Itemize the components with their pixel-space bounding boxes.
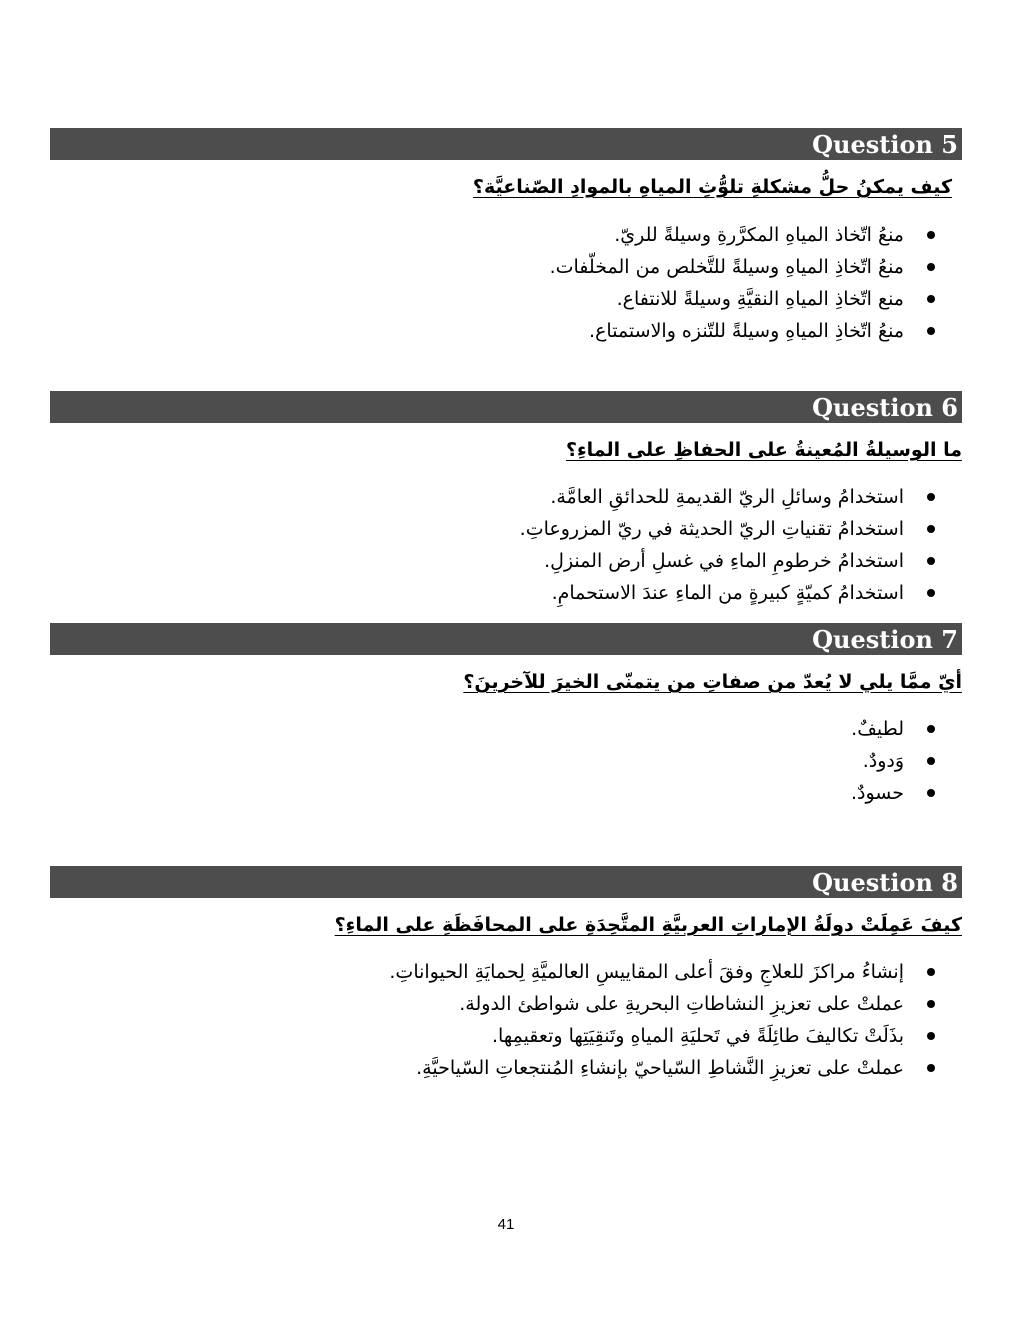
option-text: منع اتّخاذِ المياهِ النقيَّةِ وسيلةً للانتفاع.: [616, 288, 904, 310]
option-text: حسودٌ.: [850, 782, 904, 804]
question-7-label: Question 7: [812, 625, 958, 654]
list-item: [389, 1020, 904, 1052]
option-text: استخدامُ خرطومِ الماءِ في غسلِ أرض المنزلِ.: [544, 550, 904, 572]
question-7-text: أيّ ممَّا يلي لا يُعدّ من صفاتِ من يتمنّى الخيرَ للآخرينَ؟: [463, 671, 962, 693]
list-item: [520, 545, 904, 577]
option-text: استخدامُ وسائلِ الريّ القديمةِ للحدائقِ العامَّة.: [550, 486, 904, 508]
option-text: وَدودٌ.: [862, 750, 904, 772]
list-item: [550, 283, 904, 315]
page-number: 41: [497, 1216, 515, 1233]
question-6-header: [50, 391, 962, 423]
option-text: لطيفٌ.: [851, 718, 904, 740]
question-6-options: [520, 481, 904, 609]
bullet-icon: [927, 295, 935, 303]
list-item: [389, 988, 904, 1020]
list-item: [550, 251, 904, 283]
question-8-header: [50, 866, 962, 898]
question-7-options: [851, 713, 904, 809]
bullet-icon: [927, 327, 935, 335]
bullet-icon: [927, 263, 935, 271]
question-5-text: كيف يمكنُ حلُّ مشكلةِ تلوُّثِ المياهِ بالموادِ الصّناعيَّة؟: [472, 176, 952, 198]
bullet-icon: [927, 1064, 935, 1072]
bullet-icon: [927, 968, 935, 976]
question-8-label: Question 8: [812, 868, 958, 897]
list-item: [520, 513, 904, 545]
list-item: [520, 577, 904, 609]
bullet-icon: [927, 525, 935, 533]
option-text: إنشاءُ مراكزَ للعلاجِ وفقَ أعلى المقاييسِ العالميَّةِ لِحمايَةِ الحيواناتِ.: [389, 961, 904, 983]
option-text: منعُ اتّخاذ المياهِ المكرَّرةِ وسيلةً للريّ.: [614, 224, 904, 246]
bullet-icon: [927, 1032, 935, 1040]
option-text: استخدامُ كميّةٍ كبيرةٍ من الماءِ عندَ الاستحمامِ.: [551, 582, 904, 604]
option-text: بذَلَتْ تكاليفَ طائِلَةً في تَحليَةِ المياهِ وتَنقِيَتِها وتعقيمِها.: [492, 1025, 904, 1047]
bullet-icon: [927, 493, 935, 501]
list-item: [520, 481, 904, 513]
question-7-header: [50, 623, 962, 655]
question-8-options: [389, 956, 904, 1084]
question-6-label: Question 6: [812, 393, 958, 422]
question-5-label: Question 5: [812, 130, 958, 159]
list-item: [550, 315, 904, 347]
question-5-header: [50, 128, 962, 160]
list-item: [851, 777, 904, 809]
question-5-options: [550, 219, 904, 347]
option-text: عملتْ على تعزيزِ النشاطاتِ البحريةِ على شواطئ الدولة.: [459, 993, 904, 1015]
bullet-icon: [927, 725, 935, 733]
list-item: [550, 219, 904, 251]
option-text: منعُ اتّخاذِ المياهِ وسيلةً للتّنزه والاستمتاع.: [589, 320, 904, 342]
bullet-icon: [927, 1000, 935, 1008]
list-item: [851, 745, 904, 777]
question-8-text: كيفَ عَمِلَتْ دولَةُ الإماراتِ العربيَّةِ المتَّحِدَةِ على المحافَظَةِ على الماءِ؟: [334, 914, 962, 936]
list-item: [389, 956, 904, 988]
option-text: منعُ اتّخاذِ المياهِ وسيلةً للتَّخلص من المخلّفات.: [549, 256, 904, 278]
option-text: عملتْ على تعزيزِ النَّشاطِ السّياحيّ بإنشاءِ المُنتجعاتِ السّياحيَّةِ.: [416, 1057, 904, 1079]
bullet-icon: [927, 789, 935, 797]
bullet-icon: [927, 757, 935, 765]
question-6-text: ما الوسيلةُ المُعينةُ على الحفاظِ على الماءِ؟: [565, 439, 962, 461]
bullet-icon: [927, 231, 935, 239]
bullet-icon: [927, 557, 935, 565]
bullet-icon: [927, 589, 935, 597]
option-text: استخدامُ تقنياتِ الريّ الحديثة في ريّ المزروعاتِ.: [519, 518, 904, 540]
list-item: [389, 1052, 904, 1084]
list-item: [851, 713, 904, 745]
